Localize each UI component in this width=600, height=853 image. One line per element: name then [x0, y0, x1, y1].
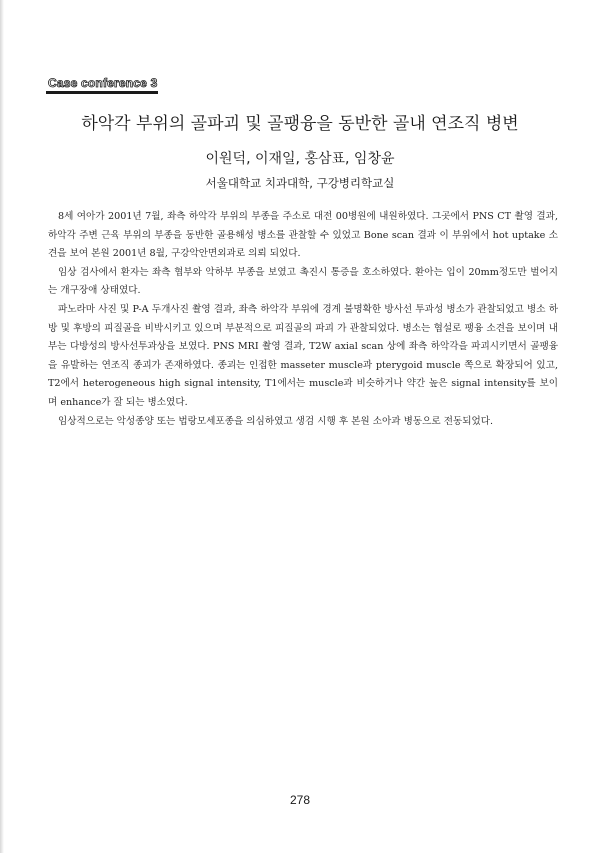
author-affiliation: 서울대학교 치과대학, 구강병리학교실 — [205, 176, 395, 190]
article-body — [48, 208, 558, 431]
body-paragraph: 임상적으로는 악성종양 또는 법랑모세포종을 의심하였고 생검 시행 후 본원 소아과 병동으로 전동되었다. — [58, 415, 494, 427]
body-paragraph: 파노라마 사진 및 P-A 두개사진 촬영 결과, 좌측 하악각 부위에 경계 불명확한 방사선 투과성 병소가 관찰되었고 병소 하방 및 후방의 피질골을 비박시키고 있으며 부분적으로 피질골의 파괴 가 관찰되었다. 병소는 협설로 팽융 소견을 보이며 내부는 다방성의 방사선투과상을 보였다. PNS MRI 촬영 결과, T2W axial scan 상에 좌측 하악각을 파괴시키면서 골팽융을 유발하는 연조직 종괴가 존재하였다. 종괴는 인접한 masseter muscle과 pterygoid muscle 쪽으로 확장되어 있고, T2에서 heterogeneous high signal intensity, T1에서는 muscle과 비슷하거나 약간 높은 signal intensity를 보이며 enhance가 잘 되는 병소였다. — [48, 303, 558, 408]
page-number: 278 — [289, 793, 311, 807]
article-title: 하악각 부위의 골파괴 및 골팽융을 동반한 골내 연조직 병변 — [81, 114, 519, 134]
body-paragraph: 임상 검사에서 환자는 좌측 협부와 악하부 부종을 보였고 촉진시 통증을 호소하였다. 환아는 입이 20mm정도만 벌어지는 개구장애 상태였다. — [48, 266, 558, 297]
body-paragraph: 8세 여아가 2001년 7월, 좌측 하악각 부위의 부종을 주소로 대전 00병원에 내원하였다. 그곳에서 PNS CT 촬영 결과, 하악각 주변 근육 부위의 부종을 동반한 골용해성 병소를 관찰할 수 있었고 Bone scan 결과 이 부위에서 hot uptake 소견을 보여 본원 2001년 8월, 구강악안면외과로 의뢰 되었다. — [48, 211, 558, 260]
case-conference-label: Case conference 3 — [48, 76, 158, 90]
case-label-underline — [46, 91, 158, 94]
article-authors: 이원덕, 이재일, 홍삼표, 임창윤 — [205, 151, 395, 167]
